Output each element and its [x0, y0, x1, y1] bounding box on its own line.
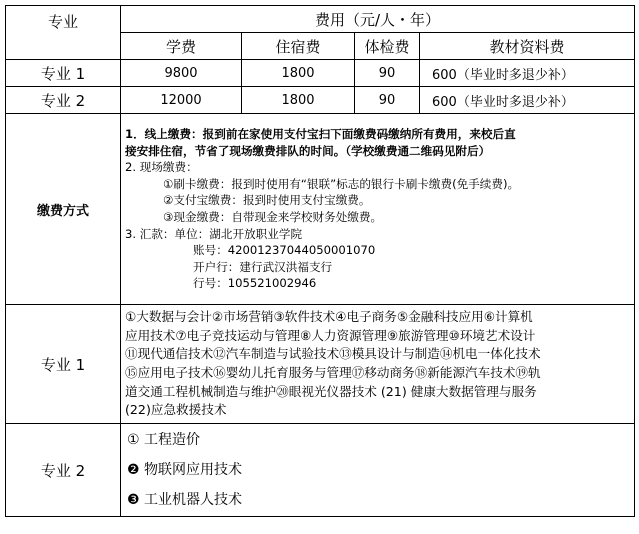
medical-value: 90: [355, 60, 420, 87]
major1-label: 专业 1: [6, 305, 121, 424]
medical-header: 体检费: [355, 33, 420, 60]
list-item: ①大数据与会计②市场营销③软件技术④电子商务⑤金融科技应用⑥计算机: [125, 309, 533, 325]
medical-value: 90: [355, 87, 420, 114]
onsite-title: 2. 现场缴费：: [125, 160, 198, 175]
major2-list: [121, 424, 635, 517]
materials-value: 600（毕业时多退少补）: [420, 87, 635, 114]
major1-row: [6, 305, 635, 424]
header-row: [6, 6, 635, 33]
bank-number: 行号：105521002946: [193, 276, 317, 291]
list-item: (22)应急救援技术: [125, 402, 227, 418]
tuition-header: 学费: [121, 33, 242, 60]
list-item: ❷ 物联网应用技术: [127, 462, 243, 478]
fee-table: [5, 5, 635, 517]
list-item: 道交通工程机械制造与维护⑳眼视光仪器技术 (21) 健康大数据管理与服务: [125, 383, 537, 399]
list-item: ❸ 工业机器人技术: [127, 492, 243, 508]
card-payment: ①刷卡缴费：报到时使用有“银联”标志的银行卡刷卡缴费(免手续费)。: [163, 176, 520, 191]
table-row: [6, 87, 635, 114]
lodging-header: 住宿费: [242, 33, 355, 60]
online-line-2: 接安排住宿，节省了现场缴费排队的时间。（学校缴费通二维码见附后）: [125, 143, 491, 158]
online-line: 1．线上缴费：报到前在家使用支付宝扫下面缴费码缴纳所有费用，来校后直: [125, 127, 516, 142]
lodging-value: 1800: [242, 87, 355, 114]
tuition-value: 9800: [121, 60, 242, 87]
materials-header: 教材资料费: [420, 33, 635, 60]
table-row: [6, 60, 635, 87]
bank-name: 开户行：建行武汉洪福支行: [193, 259, 333, 274]
lodging-value: 1800: [242, 60, 355, 87]
materials-value: 600（毕业时多退少补）: [420, 60, 635, 87]
fee-header: 费用（元/人・年）: [121, 6, 635, 33]
account-number: 账号：420012370440500010​70: [193, 243, 376, 258]
list-item: ① 工程造价: [127, 432, 201, 448]
list-item: ⑮应用电子技术⑯婴幼儿托育服务与管理⑰移动商务⑱新能源汽车技术⑲轨: [125, 365, 541, 380]
payment-method-details: [121, 114, 635, 305]
major2-label: 专业 2: [6, 424, 121, 517]
payment-row: [6, 114, 635, 305]
major-header: 专业: [6, 6, 121, 60]
remit-title: 3. 汇款：单位：湖北开放职业学院: [125, 226, 303, 241]
cash-payment: ③现金缴费：自带现金来学校财务处缴费。: [163, 210, 383, 224]
alipay-payment: ②支付宝缴费：报到时使用支付宝缴费。: [163, 193, 371, 208]
major-name: 专业 1: [6, 60, 121, 87]
major1-list: [121, 305, 635, 424]
payment-method-label: 缴费方式: [6, 114, 121, 305]
major-name: 专业 2: [6, 87, 121, 114]
tuition-value: 12000: [121, 87, 242, 114]
major2-row: [6, 424, 635, 517]
list-item: 应用技术⑦电子竞技运动与管理⑧人力资源管理⑨旅游管理⑩环境艺术设计: [125, 327, 536, 343]
list-item: ⑪现代通信技术⑫汽车制造与试验技术⑬模具设计与制造⑭机电一体化技术: [125, 346, 541, 362]
